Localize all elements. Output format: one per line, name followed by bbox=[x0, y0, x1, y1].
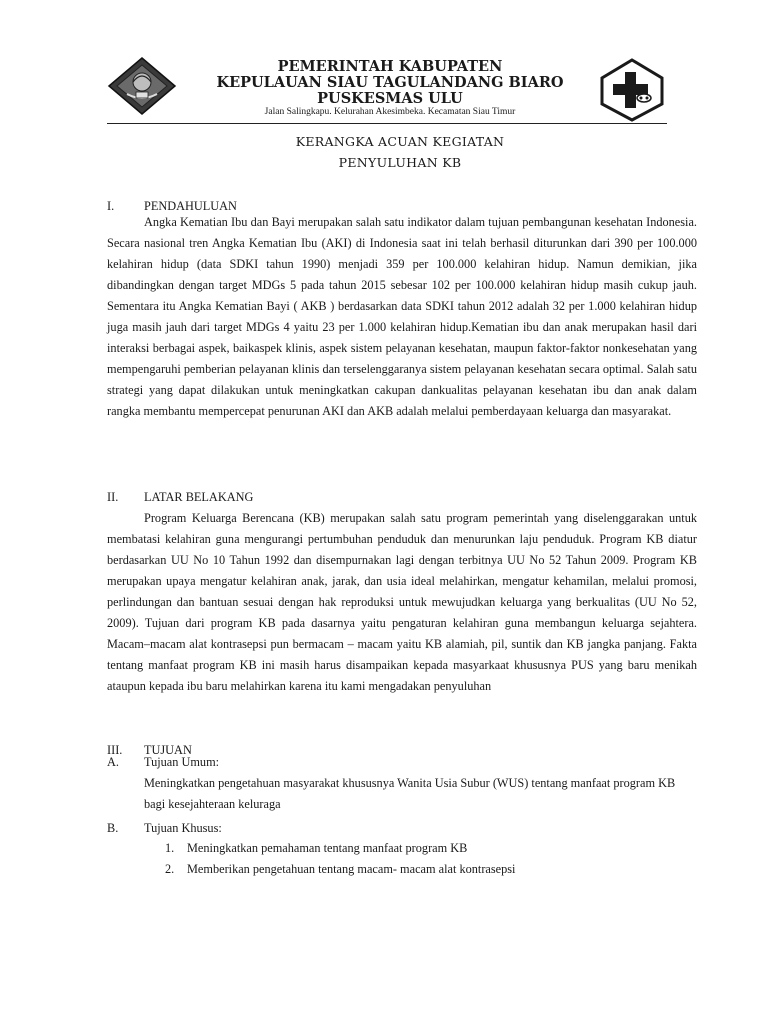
section-2-paragraph bbox=[107, 508, 697, 697]
section-3-title: TUJUAN bbox=[144, 743, 192, 757]
goal-b-title: Tujuan Khusus: bbox=[144, 821, 222, 835]
puskesmas-logo bbox=[598, 58, 666, 122]
letterhead-divider bbox=[107, 123, 667, 124]
letterhead-address: Jalan Salingkapu. Kelurahan Akesimbeka. Kecamatan Siau Timur bbox=[264, 107, 516, 117]
section-1-title: PENDAHULUAN bbox=[144, 199, 237, 213]
regency-emblem-logo bbox=[105, 56, 179, 116]
goal-a-text: Meningkatkan pengetahuan masyarakat khususnya Wanita Usia Subur (WUS) tentang manfaat program KB bagi kesejahteraan keluraga bbox=[144, 776, 676, 811]
list-item-number: 1. bbox=[165, 841, 175, 855]
section-3-number: III. bbox=[107, 743, 123, 757]
section-2-text: Program Keluarga Berencana (KB) merupakan salah satu program pemerintah yang diselenggarakan untuk membatasi kelahiran guna mengurangi pertumbuhan penduduk dan menurunkan laju penduduk. Program KB diatur berdasarkan UU No 10 Tahun 1992 dan disempurnakan lagi dengan terbitnya UU No 52 Tahun 2009. Program KB merupakan upaya mengatur kelahiran anak, jarak, dan usia ideal melahirkan, mengatur kehamilan, melalui promosi, perlindungan dan bantuan sesuai dengan hak reproduksi untuk mewujudkan keluarga yang berkualitas (UU No 52, 2009). Tujuan dari program KB pada dasarnya yaitu pengaturan kelahiran guna membangun keluarga sejahtera. Macam–macam alat kontrasepsi pun bermacam – macam yaitu KB alamiah, pil, suntik dan KB jangka panjang. Fakta tentang manfaat program KB ini masih harus disampaikan kepada masyarkaat khususnya PUS yang baru menikah ataupun kepada ibu baru melahirkan karena itu kami mengadakan penyuluhan bbox=[107, 511, 697, 693]
goal-a-title: Tujuan Umum: bbox=[144, 755, 220, 769]
letterhead-line-1: PEMERINTAH KABUPATEN bbox=[277, 58, 503, 75]
document-title-line-2: PENYULUHAN KB bbox=[338, 155, 462, 170]
section-1-text: Angka Kematian Ibu dan Bayi merupakan salah satu indikator dalam tujuan pembangunan kesehatan Indonesia. Secara nasional tren Angka Kematian Ibu (AKI) di Indonesia saat ini telah berhasil diturunkan dari 390 per 100.000 kelahiran hidup (data SDKI tahun 1990) menjadi 359 per 100.000 kelahiran hidup. Namun demikian, jika dibandingkan dengan target MDGs 5 pada tahun 2015 sebesar 102 per 100.000 kelahiran hidup masih cukup jauh. Sementara itu Angka Kematian Bayi ( AKB ) berdasarkan data SDKI tahun 2012 adalah 32 per 1.000 kelahiran hidup juga masih jauh dari target MDGs 4 yaitu 23 per 1.000 kelahiran hidup.Kematian ibu dan anak merupakan hasil dari interaksi berbagai aspek, baikaspek klinis, aspek sistem pelayanan kesehatan, maupun faktor-faktor nonkesehatan yang mempengaruhi pemberian pelayanan klinis dan terselenggaranya sistem pelayanan kesehatan secara optimal. Salah satu strategi yang dapat dilakukan untuk meningkatkan cakupan dankualitas pelayanan kesehatan ibu dan anak dalam rangka membantu mempercepat penurunan AKI dan AKB adalah melalui pemberdayaan keluarga dan masyarakat. bbox=[107, 215, 697, 418]
goal-b-marker: B. bbox=[107, 821, 119, 835]
document-title-line-1: KERANGKA ACUAN KEGIATAN bbox=[295, 134, 505, 149]
goal-a-marker: A. bbox=[107, 755, 119, 769]
section-2-title: LATAR BELAKANG bbox=[144, 490, 254, 504]
list-item-text: Meningkatkan pemahaman tentang manfaat program KB bbox=[187, 841, 468, 855]
list-item-text: Memberikan pengetahuan tentang macam- macam alat kontrasepsi bbox=[187, 862, 516, 876]
section-1-paragraph bbox=[107, 212, 697, 422]
section-1-number: I. bbox=[107, 199, 115, 213]
letterhead-line-2: KEPULAUAN SIAU TAGULANDANG BIARO bbox=[216, 74, 564, 91]
list-item-number: 2. bbox=[165, 862, 175, 876]
section-2-number: II. bbox=[107, 490, 119, 504]
letterhead-line-3: PUSKESMAS ULU bbox=[317, 90, 463, 107]
